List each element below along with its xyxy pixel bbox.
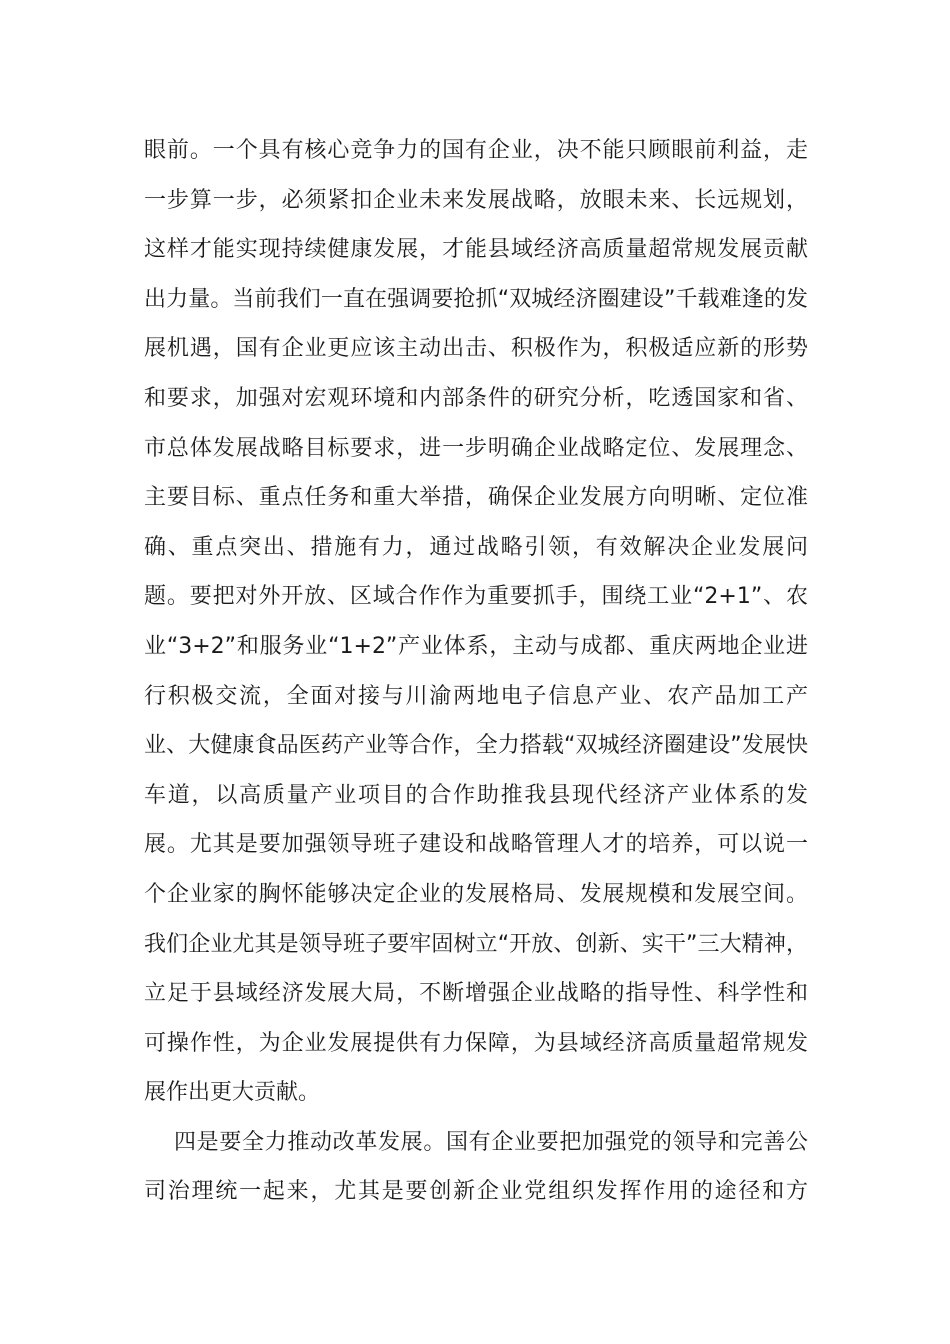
paragraph xyxy=(144,1118,808,1217)
text-line: 主要目标、重点任务和重大举措，确保企业发展方向明晰、定位准 xyxy=(144,485,808,511)
text-line: 展。尤其是要加强领导班子建设和战略管理人才的培养，可以说一 xyxy=(144,832,808,858)
paragraph xyxy=(144,126,808,1118)
text-line: 我们企业尤其是领导班子要牢固树立“开放、创新、实干”三大精神， xyxy=(144,931,808,957)
text-line: 立足于县域经济发展大局，不断增强企业战略的指导性、科学性和 xyxy=(144,981,808,1007)
text-line: 眼前。一个具有核心竞争力的国有企业，决不能只顾眼前利益，走 xyxy=(144,138,808,163)
text-line: 展机遇，国有企业更应该主动出击、积极作为，积极适应新的形势 xyxy=(144,336,808,362)
text-line: 展作出更大贡献。 xyxy=(144,1080,321,1106)
text-line: 和要求，加强对宏观环境和内部条件的研究分析，吃透国家和省、 xyxy=(144,385,808,411)
text-line: 一步算一步，必须紧扣企业未来发展战略，放眼未来、长远规划， xyxy=(144,187,808,213)
text-line: 这样才能实现持续健康发展，才能县域经济高质量超常规发展贡献 xyxy=(144,237,808,263)
text-line: 业、大健康食品医药产业等合作，全力搭载“双城经济圈建设”发展快 xyxy=(144,733,808,759)
text-line: 题。要把对外开放、区域合作作为重要抓手，围绕工业“2+1”、农 xyxy=(144,584,808,610)
text-line: 个企业家的胸怀能够决定企业的发展格局、发展规模和发展空间。 xyxy=(144,881,808,907)
text-line: 确、重点突出、措施有力，通过战略引领，有效解决企业发展问 xyxy=(144,534,808,560)
text-line: 市总体发展战略目标要求，进一步明确企业战略定位、发展理念、 xyxy=(144,435,808,461)
text-line: 行积极交流，全面对接与川渝两地电子信息产业、农产品加工产 xyxy=(144,683,808,709)
document-body xyxy=(144,126,808,1217)
text-line: 司治理统一起来，尤其是要创新企业党组织发挥作用的途径和方 xyxy=(144,1179,808,1205)
text-line: 可操作性，为企业发展提供有力保障，为县域经济高质量超常规发 xyxy=(144,1030,808,1056)
text-line: 四是要全力推动改革发展。国有企业要把加强党的领导和完善公 xyxy=(174,1129,808,1155)
text-line: 业“3+2”和服务业“1+2”产业体系，主动与成都、重庆两地企业进 xyxy=(144,633,808,659)
text-line: 出力量。当前我们一直在强调要抢抓“双城经济圈建设”千载难逢的发 xyxy=(144,286,808,312)
text-line: 车道，以高质量产业项目的合作助推我县现代经济产业体系的发 xyxy=(144,782,808,808)
